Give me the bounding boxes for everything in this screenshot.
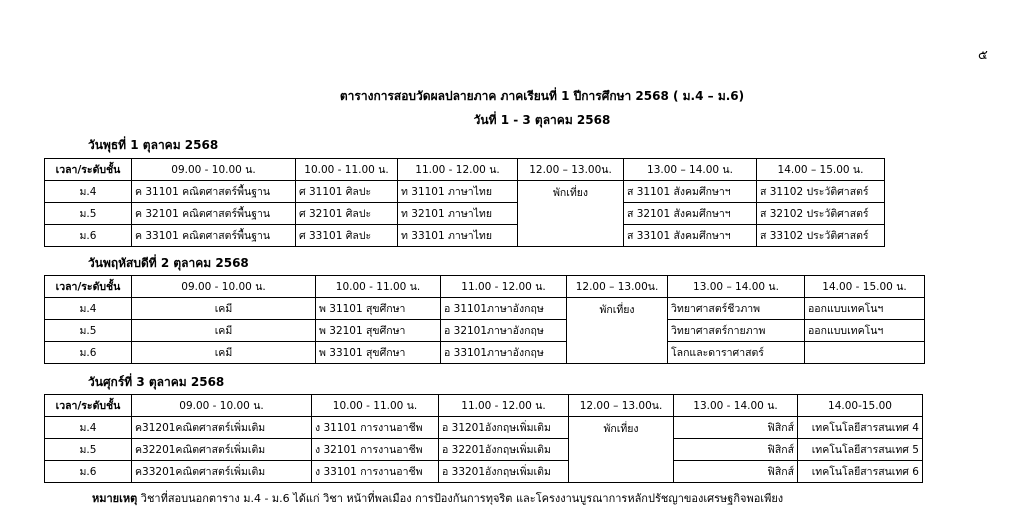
header-cell: 13.00 - 14.00 น. — [674, 395, 798, 417]
table-row — [45, 417, 923, 439]
table-cell: ฟิสิกส์ — [674, 439, 798, 461]
level-cell: ม.5 — [45, 203, 132, 225]
table-cell: ค 32101 คณิตศาสตร์พื้นฐาน — [132, 203, 296, 225]
header-cell: 13.00 – 14.00 น. — [624, 159, 757, 181]
day3-schedule-table — [44, 394, 923, 483]
table-cell: โลกและดาราศาสตร์ — [668, 342, 805, 364]
day3-title: วันศุกร์ที่ 3 ตุลาคม 2568 — [88, 375, 225, 389]
table-row — [45, 320, 925, 342]
table-row — [45, 439, 923, 461]
lunch-cell: พักเที่ยง — [518, 181, 624, 247]
day2-title: วันพฤหัสบดีที่ 2 ตุลาคม 2568 — [88, 256, 249, 270]
level-cell: ม.4 — [45, 181, 132, 203]
table-cell: พ 31101 สุขศึกษา — [316, 298, 441, 320]
header-cell: 09.00 - 10.00 น. — [132, 395, 312, 417]
lunch-cell: พักเที่ยง — [569, 417, 674, 483]
table-cell: ง 32101 การงานอาชีพ — [312, 439, 439, 461]
header-cell: 09.00 - 10.00 น. — [132, 159, 296, 181]
table-cell: ส 32102 ประวัติศาสตร์ — [757, 203, 885, 225]
table-cell: ง 31101 การงานอาชีพ — [312, 417, 439, 439]
table-cell: ส 32101 สังคมศึกษาฯ — [624, 203, 757, 225]
table-cell: เทคโนโลยีสารสนเทศ 6 — [798, 461, 923, 483]
table-cell: อ 32201อังกฤษเพิ่มเติม — [439, 439, 569, 461]
level-cell: ม.4 — [45, 298, 132, 320]
table-row — [45, 181, 885, 203]
table-cell: เทคโนโลยีสารสนเทศ 4 — [798, 417, 923, 439]
day2-schedule-table — [44, 275, 925, 364]
table-cell: ส 33101 สังคมศึกษาฯ — [624, 225, 757, 247]
footnote — [92, 489, 783, 507]
header-cell: เวลา/ระดับชั้น — [45, 276, 132, 298]
footnote-text: วิชาที่สอบนอกตาราง ม.4 - ม.6 ได้แก่ วิชา หน้าที่พลเมือง การป้องกันการทุจริต และโครงงานบูรณาการหลักปรัชญาของเศรษฐกิจพอเพียง — [137, 492, 784, 505]
header-cell: 10.00 - 11.00 น. — [312, 395, 439, 417]
level-cell: ม.6 — [45, 225, 132, 247]
table-cell: ฟิสิกส์ — [674, 461, 798, 483]
table-cell: เคมี — [132, 298, 316, 320]
level-cell: ม.6 — [45, 342, 132, 364]
table-cell: ศ 31101 ศิลปะ — [296, 181, 398, 203]
table-cell: พ 32101 สุขศึกษา — [316, 320, 441, 342]
header-cell: 12.00 – 13.00น. — [567, 276, 668, 298]
table-cell: ง 33101 การงานอาชีพ — [312, 461, 439, 483]
header-cell: 11.00 - 12.00 น. — [439, 395, 569, 417]
table-cell: ท 33101 ภาษาไทย — [398, 225, 518, 247]
table-cell: เคมี — [132, 342, 316, 364]
table-header-row — [45, 395, 923, 417]
table-cell: อ 33101ภาษาอังกฤษ — [441, 342, 567, 364]
table-cell: ค 31101 คณิตศาสตร์พื้นฐาน — [132, 181, 296, 203]
table-row — [45, 225, 885, 247]
table-cell: เคมี — [132, 320, 316, 342]
day1-schedule-table — [44, 158, 885, 247]
table-cell: ส 31101 สังคมศึกษาฯ — [624, 181, 757, 203]
table-cell: ออกแบบเทคโนฯ — [805, 320, 925, 342]
header-cell: 12.00 – 13.00น. — [518, 159, 624, 181]
page-number: ๕ — [978, 48, 988, 63]
table-cell: ส 31102 ประวัติศาสตร์ — [757, 181, 885, 203]
table-row — [45, 342, 925, 364]
table-cell: อ 32101ภาษาอังกฤษ — [441, 320, 567, 342]
table-header-row — [45, 276, 925, 298]
table-cell: ท 31101 ภาษาไทย — [398, 181, 518, 203]
document-subtitle: วันที่ 1 - 3 ตุลาคม 2568 — [473, 113, 611, 127]
table-cell: ค 33101 คณิตศาสตร์พื้นฐาน — [132, 225, 296, 247]
table-cell: อ 31201อังกฤษเพิ่มเติม — [439, 417, 569, 439]
day1-title: วันพุธที่ 1 ตุลาคม 2568 — [88, 138, 219, 152]
table-cell: วิทยาศาสตร์กายภาพ — [668, 320, 805, 342]
table-cell: ศ 32101 ศิลปะ — [296, 203, 398, 225]
table-row — [45, 461, 923, 483]
table-header-row — [45, 159, 885, 181]
document-title: ตารางการสอบวัดผลปลายภาค ภาคเรียนที่ 1 ปีการศึกษา 2568 ( ม.4 – ม.6) — [339, 89, 745, 103]
header-cell: 13.00 – 14.00 น. — [668, 276, 805, 298]
table-cell: ค33201คณิตศาสตร์เพิ่มเติม — [132, 461, 312, 483]
header-cell: 14.00 – 15.00 น. — [757, 159, 885, 181]
table-cell: ออกแบบเทคโนฯ — [805, 298, 925, 320]
header-cell: 11.00 - 12.00 น. — [398, 159, 518, 181]
table-cell: อ 31101ภาษาอังกฤษ — [441, 298, 567, 320]
header-cell: เวลา/ระดับชั้น — [45, 159, 132, 181]
table-cell — [805, 342, 925, 364]
level-cell: ม.5 — [45, 320, 132, 342]
header-cell: 10.00 - 11.00 น. — [316, 276, 441, 298]
level-cell: ม.5 — [45, 439, 132, 461]
table-cell: อ 33201อังกฤษเพิ่มเติม — [439, 461, 569, 483]
header-cell: 11.00 - 12.00 น. — [441, 276, 567, 298]
table-cell: พ 33101 สุขศึกษา — [316, 342, 441, 364]
header-cell: เวลา/ระดับชั้น — [45, 395, 132, 417]
table-row — [45, 298, 925, 320]
table-cell: ฟิสิกส์ — [674, 417, 798, 439]
header-cell: 12.00 – 13.00น. — [569, 395, 674, 417]
header-cell: 09.00 - 10.00 น. — [132, 276, 316, 298]
table-cell: ค31201คณิตศาสตร์เพิ่มเติม — [132, 417, 312, 439]
table-cell: ท 32101 ภาษาไทย — [398, 203, 518, 225]
table-row — [45, 203, 885, 225]
table-cell: วิทยาศาสตร์ชีวภาพ — [668, 298, 805, 320]
table-cell: ส 33102 ประวัติศาสตร์ — [757, 225, 885, 247]
table-cell: ศ 33101 ศิลปะ — [296, 225, 398, 247]
footnote-label: หมายเหตุ — [92, 492, 138, 505]
header-cell: 10.00 - 11.00 น. — [296, 159, 398, 181]
level-cell: ม.6 — [45, 461, 132, 483]
lunch-cell: พักเที่ยง — [567, 298, 668, 364]
level-cell: ม.4 — [45, 417, 132, 439]
table-cell: ค32201คณิตศาสตร์เพิ่มเติม — [132, 439, 312, 461]
table-cell: เทคโนโลยีสารสนเทศ 5 — [798, 439, 923, 461]
header-cell: 14.00 - 15.00 น. — [805, 276, 925, 298]
header-cell: 14.00-15.00 — [798, 395, 923, 417]
